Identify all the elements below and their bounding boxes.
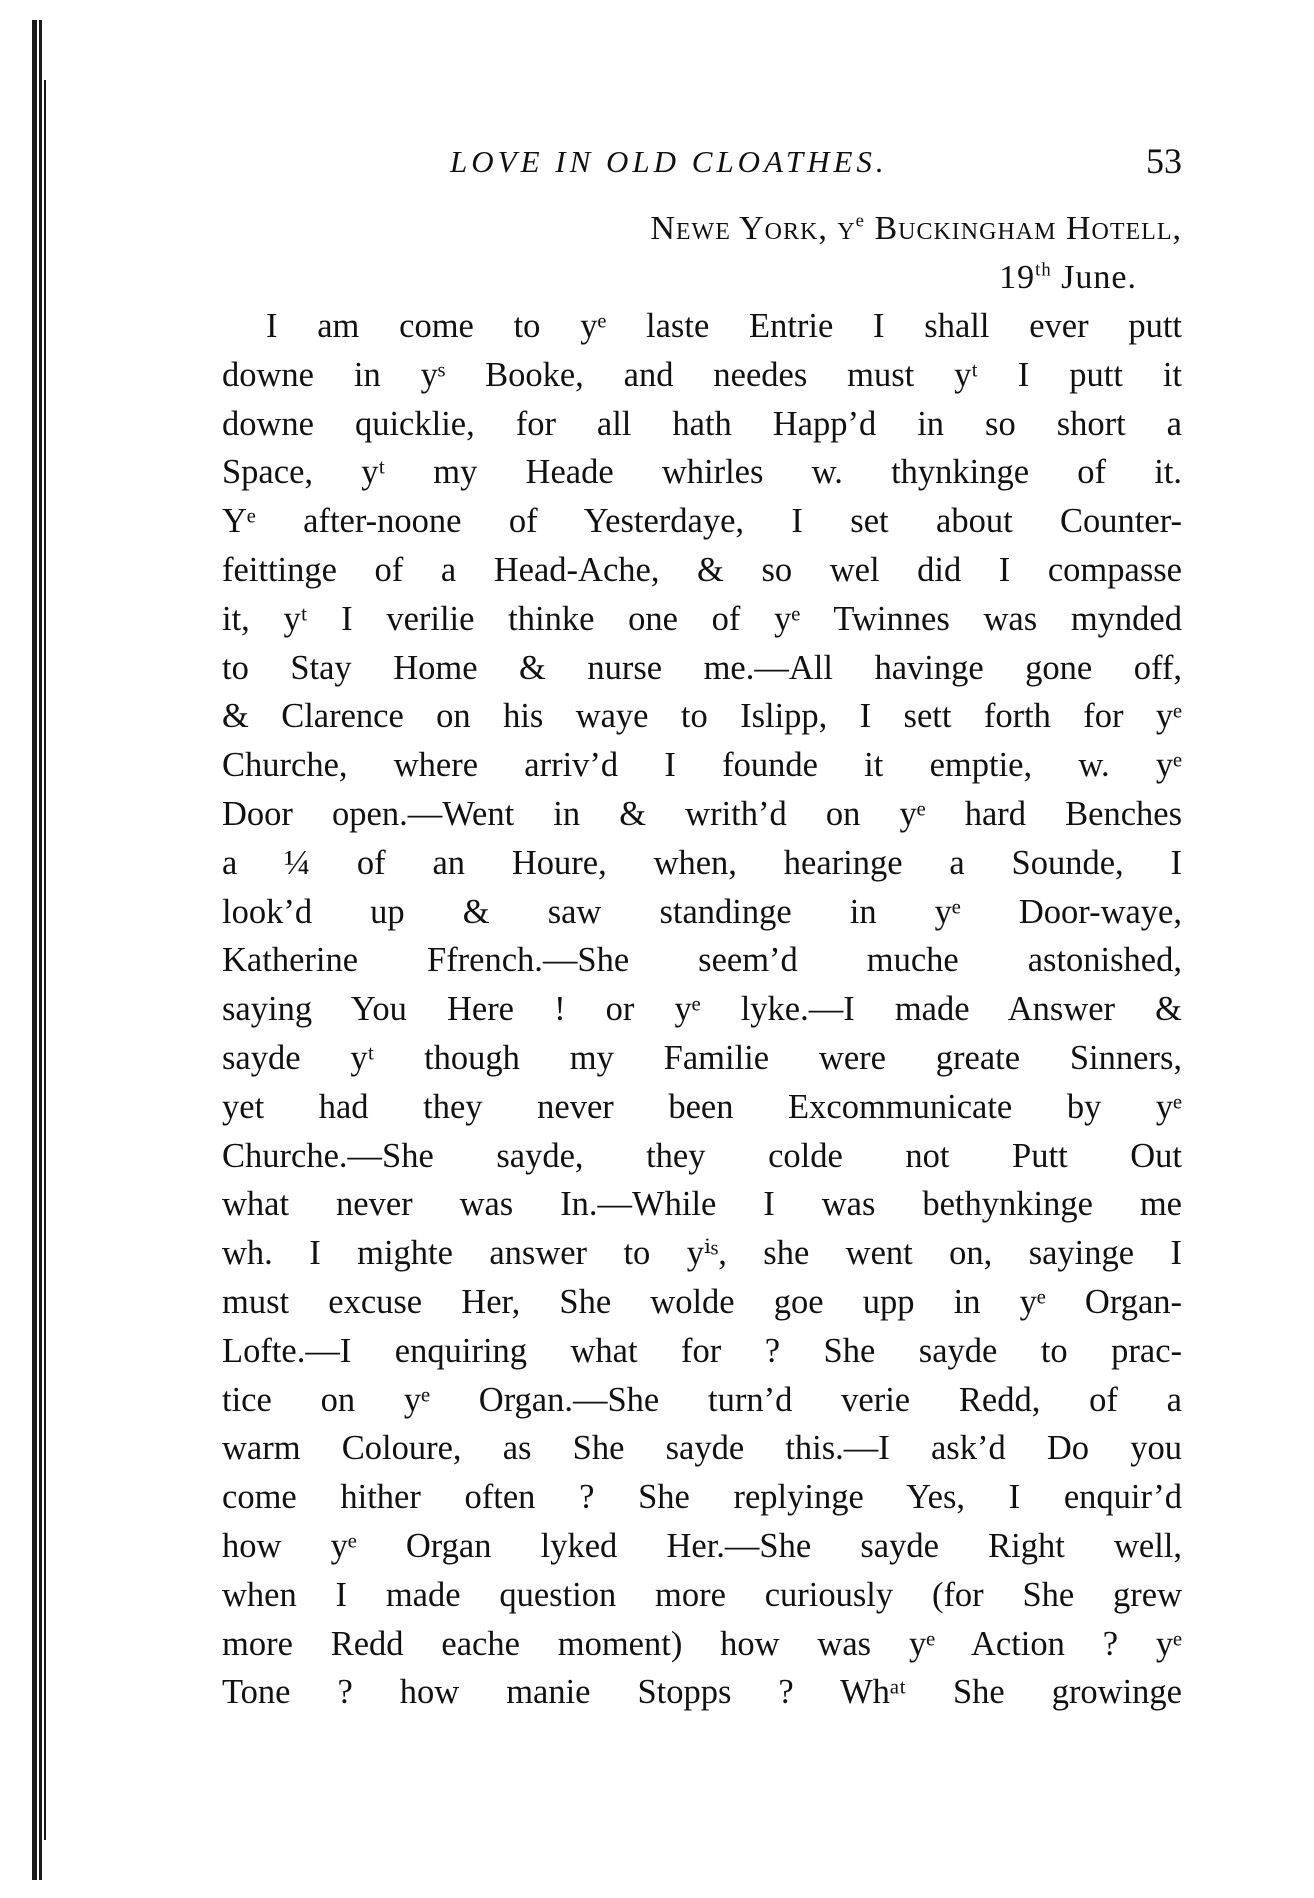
dateline-place: Newe York, $y^e$ Buckingham Hotell, [650, 210, 1182, 247]
body-text [222, 302, 1192, 1717]
text-line: yet had they never been Excommunicate by yᵉ [222, 1087, 1182, 1126]
text-line: feittinge of a Head-Ache, & so wel did I compasse [222, 550, 1182, 589]
page-number: 53 [1146, 141, 1182, 181]
text-line: when I made question more curiously (for She grew [222, 1575, 1182, 1614]
text-line: to Stay Home & nurse me.—All havinge gone off, [222, 648, 1182, 687]
text-line: sayde yᵗ though my Familie were greate Sinners, [222, 1038, 1182, 1077]
text-line: & Clarence on his waye to Islipp, I sett forth for yᵉ [222, 697, 1182, 736]
text-line: Lofte.—I enquiring what for ? She sayde to prac- [222, 1331, 1182, 1370]
text-line: Churche.—She sayde, they colde not Putt Out [222, 1136, 1182, 1175]
text-line: must excuse Her, She wolde goe upp in yᵉ Organ- [222, 1282, 1182, 1321]
text-line: how yᵉ Organ lyked Her.—She sayde Right well, [222, 1526, 1182, 1565]
text-line: it, yᵗ I verilie thinke one of yᵉ Twinnes was mynded [222, 599, 1182, 638]
text-line: I am come to yᵉ laste Entrie I shall ever putt [266, 307, 1182, 345]
text-line: tice on yᵉ Organ.—She turn’d verie Redd, of a [222, 1380, 1182, 1419]
text-line: Space, yᵗ my Heade whirles w. thynkinge of it. [222, 453, 1182, 492]
text-line: come hither often ? She replyinge Yes, I enquir’d [222, 1478, 1182, 1517]
text-line: Katherine Ffrench.—She seem’d muche astonished, [222, 941, 1182, 980]
text-line: Door open.—Went in & writh’d on yᵉ hard Benches [222, 794, 1182, 833]
text-line: wh. I mighte answer to yⁱˢ, she went on, sayinge I [222, 1234, 1182, 1273]
running-head [222, 140, 1192, 192]
text-line: look’d up & saw standinge in yᵉ Door-waye, [222, 892, 1182, 931]
text-line: downe in yˢ Booke, and needes must yᵗ I putt it [222, 355, 1182, 394]
text-line: more Redd eache moment) how was yᵉ Action ? yᵉ [222, 1624, 1182, 1663]
text-line: warm Coloure, as She sayde this.—I ask’d Do you [222, 1429, 1182, 1468]
running-title: LOVE IN OLD CLOATHES. [450, 144, 888, 179]
text-line: Tone ? how manie Stopps ? Whᵃᵗ She growinge [222, 1673, 1182, 1712]
text-line: downe quicklie, for all hath Happ’d in so short a [222, 404, 1182, 443]
book-page [222, 140, 1192, 1717]
text-line: Yᵉ after-noone of Yesterdaye, I set about Counter- [222, 502, 1182, 541]
text-line: a ¼ of an Houre, when, hearinge a Sounde, I [222, 843, 1182, 882]
text-line: Churche, where arriv’d I founde it emptie, w. yᵉ [222, 746, 1182, 785]
dateline-date: 19th June. [999, 259, 1137, 296]
text-line: saying You Here ! or yᵉ lyke.—I made Answer & [222, 990, 1182, 1029]
text-line: what never was In.—While I was bethynkinge me [222, 1185, 1182, 1224]
page-binding-edge [30, 20, 60, 1880]
letter-dateline [222, 204, 1192, 302]
